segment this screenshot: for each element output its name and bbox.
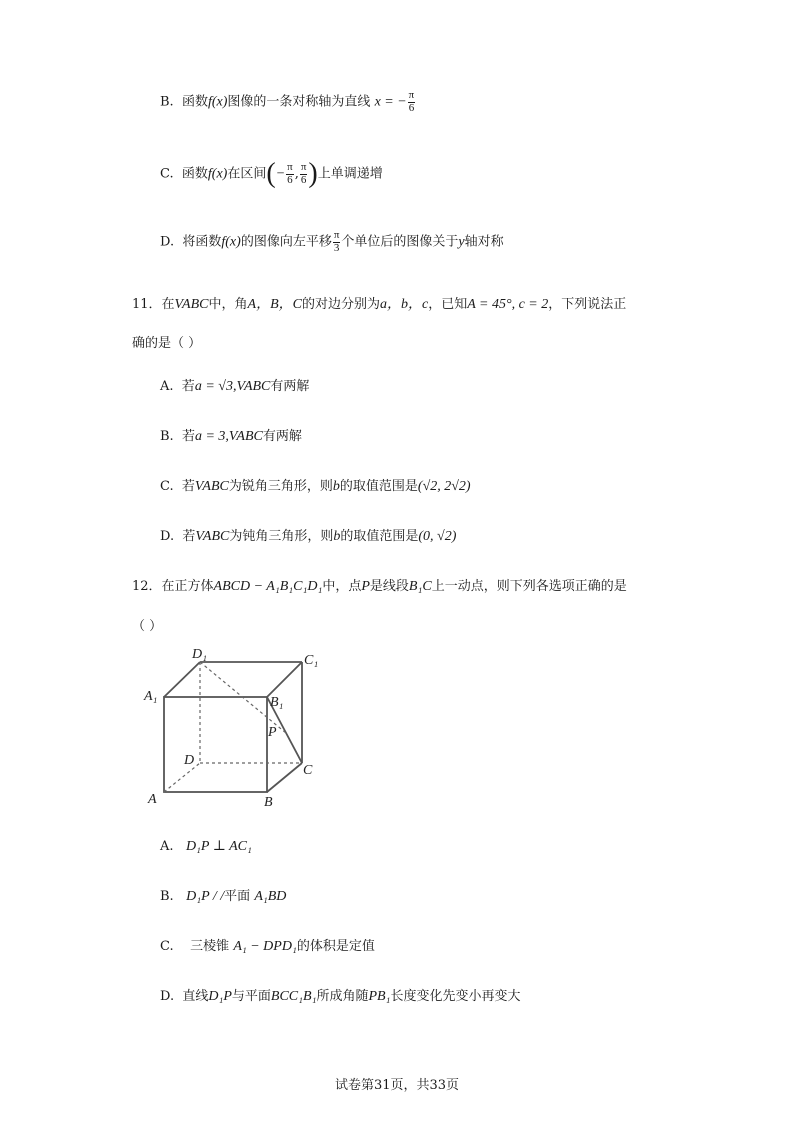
q11-stem-line1: 11．在VABC中，角A，B，C的对边分别为a，b，c，已知A = 45°, c = 2，下列说法正 — [132, 297, 627, 312]
q12-stem-line1: 12．在正方体ABCD − A₁B₁C₁D₁中，点P是线段B₁C上一动点，则下列各选项正确的是 — [132, 579, 627, 594]
q12-option-c: C. 三棱锥 A₁ − DPD₁的体积是定值 — [160, 939, 375, 954]
q11-option-d: D. 若VABC为钝角三角形，则b的取值范围是(0, √2) — [160, 529, 457, 544]
fraction: $\frac{\pi}{3}$ — [333, 229, 340, 254]
edge-b1c1 — [267, 662, 302, 697]
label-a1: A₁ — [144, 689, 158, 704]
q11-stem-line2: 确的是（ ） — [132, 336, 202, 351]
q12-option-a: A. D₁P ⊥ AC₁ — [160, 839, 252, 854]
q10-option-c: C. 函数f(x)在区间(− $\frac{\pi}{6}$ , $\frac{\pi}{6}$ )上单调递增 — [160, 158, 383, 189]
label-d: D — [184, 753, 195, 768]
edge-bc — [267, 763, 302, 792]
option-label: B. — [160, 94, 174, 110]
q12-option-d: D. 直线D₁P与平面BCC₁B₁所成角随PB₁长度变化先变小再变大 — [160, 989, 521, 1004]
label-d1: D₁ — [192, 647, 207, 662]
label-p: P — [268, 725, 277, 740]
q10-option-d: D. 将函数f(x)的图像向左平移 $\frac{\pi}{3}$ 个单位后的图像关于y轴对称 — [160, 229, 504, 254]
edge-ad-hidden — [164, 763, 200, 792]
q10-option-b: B. 函数f(x)图像的一条对称轴为直线 x = − $\frac{\pi}{6}$ — [160, 89, 415, 114]
label-b: B — [264, 795, 273, 810]
label-c: C — [303, 763, 313, 778]
label-a: A — [148, 792, 157, 807]
q12-option-b: B. D₁P / /平面 A₁BD — [160, 889, 287, 904]
q11-option-a: A. 若a = √3,VABC有两解 — [160, 379, 310, 394]
label-b1: B₁ — [270, 695, 284, 710]
page-footer: 试卷第31页，共33页 — [334, 1078, 460, 1093]
fraction: $\frac{\pi}{6}$ — [287, 160, 293, 186]
fraction: $\frac{\pi}{6}$ — [300, 160, 307, 186]
q12-stem-line2: （ ） — [132, 619, 163, 634]
fraction: $\frac{\pi}{6}$ — [408, 89, 415, 114]
q11-option-b: B. 若a = 3,VABC有两解 — [160, 429, 302, 444]
label-c1: C₁ — [304, 653, 319, 668]
cube-front-face — [164, 697, 267, 792]
edge-a1d1 — [164, 662, 200, 697]
q11-option-c: C. 若VABC为锐角三角形，则b的取值范围是(√2, 2√2) — [160, 479, 471, 494]
cube-figure — [140, 640, 330, 815]
